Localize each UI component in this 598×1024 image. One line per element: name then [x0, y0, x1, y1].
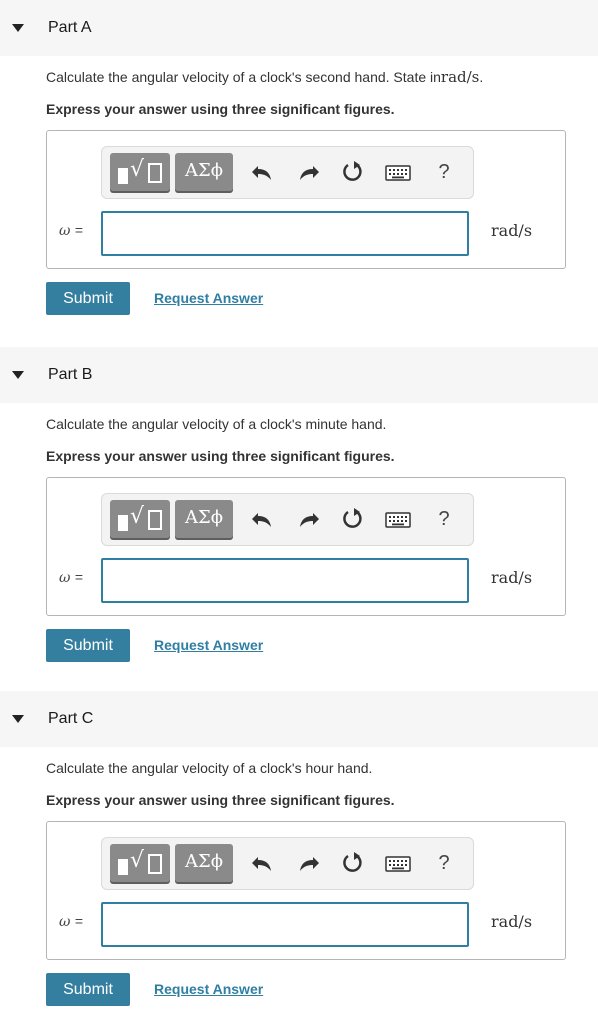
answer-box [46, 477, 566, 616]
greek-symbols-button[interactable]: ΑΣϕ [175, 844, 233, 882]
keyboard-icon[interactable] [383, 157, 413, 187]
help-button[interactable]: ? [438, 161, 450, 183]
radical-icon: √ [130, 848, 145, 873]
help-button[interactable]: ? [438, 852, 450, 874]
answer-instruction: Express your answer using three significant figures. [46, 448, 395, 464]
part-title: Part A [48, 19, 92, 36]
prompt-unit: rad/s [440, 68, 480, 86]
undo-icon[interactable] [248, 848, 278, 878]
answer-box [46, 821, 566, 960]
radical-icon: √ [130, 157, 145, 182]
part-section-a [0, 0, 598, 344]
templates-icon[interactable] [110, 500, 170, 538]
redo-icon[interactable] [293, 157, 323, 187]
part-header[interactable] [0, 691, 598, 747]
variable-symbol: ω [59, 223, 71, 239]
submit-button[interactable]: Submit [46, 973, 130, 1006]
template-square-icon [148, 510, 162, 530]
prompt-suffix: . [479, 69, 484, 85]
template-box-icon [118, 168, 128, 184]
answer-box [46, 130, 566, 269]
part-section-b [0, 347, 598, 691]
variable-symbol: ω [59, 570, 71, 586]
question-prompt [46, 415, 386, 433]
prompt-text: Calculate the angular velocity of a clock's hour hand. [46, 760, 373, 776]
unit-label: rad/s [491, 912, 533, 931]
keyboard-icon[interactable] [383, 504, 413, 534]
math-toolbar [101, 837, 474, 890]
variable-label [59, 569, 83, 586]
request-answer-link[interactable]: Request Answer [154, 637, 264, 653]
templates-icon[interactable] [110, 153, 170, 191]
variable-label [59, 222, 83, 239]
undo-icon[interactable] [248, 157, 278, 187]
answer-input[interactable] [101, 211, 469, 256]
question-prompt [46, 68, 483, 86]
redo-icon[interactable] [293, 848, 323, 878]
prompt-text: Calculate the angular velocity of a clock's minute hand. [46, 416, 387, 432]
greek-symbols-button[interactable]: ΑΣϕ [175, 153, 233, 191]
math-toolbar [101, 493, 474, 546]
part-title: Part B [48, 366, 93, 383]
part-header[interactable] [0, 347, 598, 403]
part-section-c [0, 691, 598, 1024]
caret-down-icon[interactable] [12, 371, 24, 379]
greek-symbols-button[interactable]: ΑΣϕ [175, 500, 233, 538]
variable-label [59, 913, 83, 930]
request-answer-link[interactable]: Request Answer [154, 290, 264, 306]
answer-input[interactable] [101, 558, 469, 603]
part-header[interactable] [0, 0, 598, 56]
answer-instruction: Express your answer using three significant figures. [46, 101, 395, 117]
caret-down-icon[interactable] [12, 24, 24, 32]
template-square-icon [148, 163, 162, 183]
template-square-icon [148, 854, 162, 874]
keyboard-icon[interactable] [383, 848, 413, 878]
caret-down-icon[interactable] [12, 715, 24, 723]
part-title: Part C [48, 710, 94, 727]
help-button[interactable]: ? [438, 508, 450, 530]
equals-sign: = [74, 569, 84, 585]
answer-instruction: Express your answer using three significant figures. [46, 792, 395, 808]
answer-input[interactable] [101, 902, 469, 947]
question-prompt [46, 759, 372, 777]
variable-symbol: ω [59, 914, 71, 930]
equals-sign: = [74, 222, 84, 238]
reset-icon[interactable] [338, 157, 368, 187]
equals-sign: = [74, 913, 84, 929]
redo-icon[interactable] [293, 504, 323, 534]
unit-label: rad/s [491, 568, 533, 587]
request-answer-link[interactable]: Request Answer [154, 981, 264, 997]
submit-button[interactable]: Submit [46, 282, 130, 315]
reset-icon[interactable] [338, 848, 368, 878]
undo-icon[interactable] [248, 504, 278, 534]
template-box-icon [118, 515, 128, 531]
submit-button[interactable]: Submit [46, 629, 130, 662]
unit-label: rad/s [491, 221, 533, 240]
radical-icon: √ [130, 504, 145, 529]
prompt-text: Calculate the angular velocity of a clock's second hand. State in [46, 69, 441, 85]
math-toolbar [101, 146, 474, 199]
reset-icon[interactable] [338, 504, 368, 534]
template-box-icon [118, 859, 128, 875]
templates-icon[interactable] [110, 844, 170, 882]
